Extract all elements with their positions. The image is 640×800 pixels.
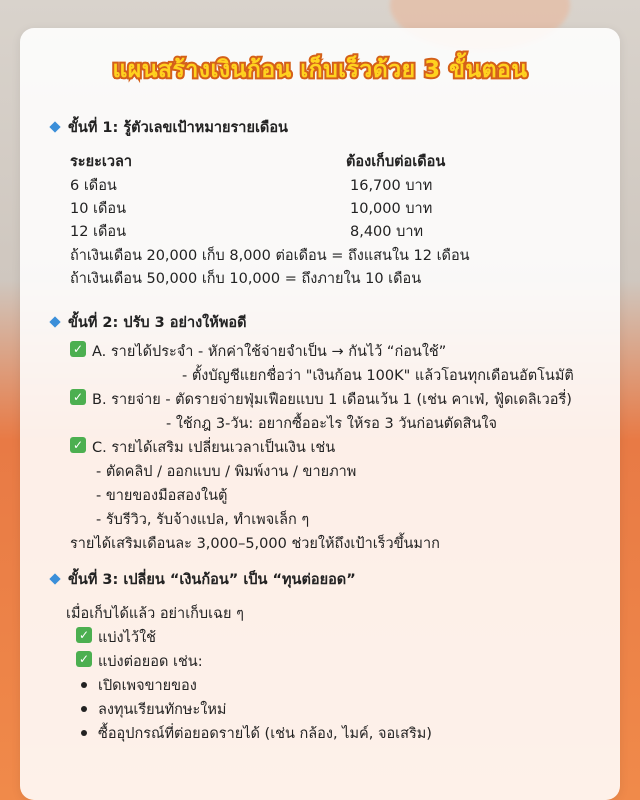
column-header-amount: ต้องเก็บต่อเดือน xyxy=(346,154,446,170)
list-item: ลงทุนเรียนทักษะใหม่ xyxy=(98,702,227,718)
table-row-period: 10 เดือน xyxy=(70,201,127,217)
step3-heading: ขั้นที่ 3: เปลี่ยน “เงินก้อน” เป็น “ทุนต่อยอด” xyxy=(68,572,356,588)
step2-heading: ขั้นที่ 2: ปรับ 3 อย่างให้พอดี xyxy=(68,315,247,331)
step2-item-b: B. รายจ่าย - ตัดรายจ่ายฟุ่มเฟือยแบบ 1 เดือนเว้น 1 (เช่น คาเฟ่, ฟู้ดเดลิเวอรี่) xyxy=(92,392,572,408)
step1-note: ถ้าเงินเดือน 20,000 เก็บ 8,000 ต่อเดือน = ถึงแสนใน 12 เดือน xyxy=(70,248,470,264)
check-icon: ✓ xyxy=(70,437,86,453)
list-item: เปิดเพจขายของ xyxy=(98,678,197,694)
step2-item-a: A. รายได้ประจำ - หักค่าใช้จ่ายจำเป็น → กันไว้ “ก่อนใช้” xyxy=(92,344,447,360)
bullet-icon xyxy=(81,706,87,712)
table-row-period: 6 เดือน xyxy=(70,178,117,194)
table-row-period: 12 เดือน xyxy=(70,224,127,240)
step2-item-a-sub: - ตั้งบัญชีแยกชื่อว่า "เงินก้อน 100K" แล้วโอนทุกเดือนอัตโนมัติ xyxy=(182,368,574,384)
step2-item-b-sub: - ใช้กฎ 3-วัน: อยากซื้ออะไร ให้รอ 3 วันก่อนตัดสินใจ xyxy=(166,416,497,432)
step1-heading: ขั้นที่ 1: รู้ตัวเลขเป้าหมายรายเดือน xyxy=(68,120,288,136)
list-item: - รับรีวิว, รับจ้างแปล, ทำเพจเล็ก ๆ xyxy=(96,512,310,528)
column-header-period: ระยะเวลา xyxy=(70,154,132,170)
check-icon: ✓ xyxy=(70,389,86,405)
table-row-amount: 8,400 บาท xyxy=(350,224,424,240)
step2-item-c: C. รายได้เสริม เปลี่ยนเวลาเป็นเงิน เช่น xyxy=(92,440,336,456)
table-row-amount: 10,000 บาท xyxy=(350,201,433,217)
check-icon: ✓ xyxy=(76,627,92,643)
step3-intro: เมื่อเก็บได้แล้ว อย่าเก็บเฉย ๆ xyxy=(66,606,244,622)
table-row-amount: 16,700 บาท xyxy=(350,178,433,194)
list-item: - ตัดคลิป / ออกแบบ / พิมพ์งาน / ขายภาพ xyxy=(96,464,357,480)
check-icon: ✓ xyxy=(70,341,86,357)
step2-summary: รายได้เสริมเดือนละ 3,000–5,000 ช่วยให้ถึงเป้าเร็วขึ้นมาก xyxy=(70,536,440,552)
bullet-icon xyxy=(81,682,87,688)
bullet-icon xyxy=(81,730,87,736)
list-item: ซื้ออุปกรณ์ที่ต่อยอดรายได้ (เช่น กล้อง, ไมค์, จอเสริม) xyxy=(98,726,432,742)
step3-check-item: แบ่งไว้ใช้ xyxy=(98,630,156,646)
check-icon: ✓ xyxy=(76,651,92,667)
list-item: - ขายของมือสองในตู้ xyxy=(96,488,228,504)
step3-check-item: แบ่งต่อยอด เช่น: xyxy=(98,654,203,670)
page-title: แผนสร้างเงินก้อน เก็บเร็วด้วย 3 ขั้นตอน xyxy=(112,57,528,83)
step1-note: ถ้าเงินเดือน 50,000 เก็บ 10,000 = ถึงภายใน 10 เดือน xyxy=(70,271,422,287)
